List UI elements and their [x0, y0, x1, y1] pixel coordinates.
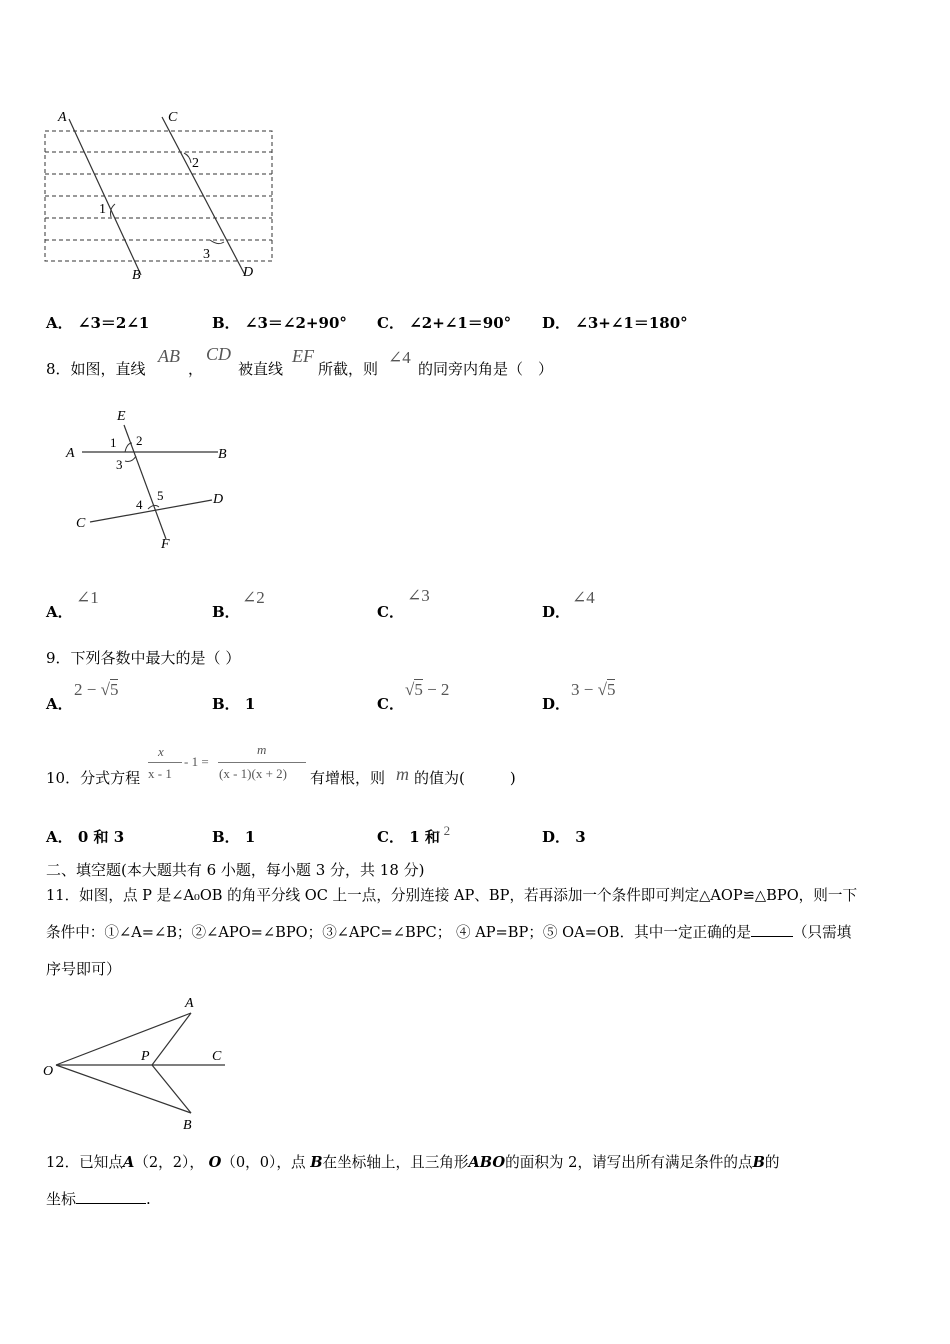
q8-label-e: E	[117, 409, 126, 424]
q10-option-a: A． 0 和 3	[46, 828, 125, 846]
q11-label-a: A	[185, 996, 194, 1011]
q10-option-b: B． 1	[212, 828, 256, 846]
q7-option-c: C． ∠2+∠1＝90°	[377, 314, 512, 332]
q8-label-angle-3: 3	[116, 457, 123, 472]
q7-label-c: C	[168, 110, 178, 125]
q9-option-b: B． 1	[212, 695, 256, 713]
q7-option-b: B． ∠3＝∠2+90°	[212, 314, 347, 332]
q8-cd: CD	[206, 344, 232, 364]
q8-option-a-text: ∠1	[76, 588, 99, 607]
q8-label-angle-1: 1	[110, 435, 117, 450]
q10-minus-one: - 1 =	[184, 754, 209, 769]
q11-answer-blank[interactable]	[751, 936, 793, 937]
q8-label-f: F	[161, 537, 170, 552]
q8-line-cd	[90, 500, 212, 522]
q8-label-c: C	[76, 516, 86, 531]
q8-option-a-key: A．	[46, 603, 73, 621]
q7-label-d: D	[243, 265, 254, 280]
q9-option-d-math: 3 − √5	[571, 680, 616, 699]
q8-figure	[60, 405, 240, 555]
q10-option-d: D． 3	[542, 828, 586, 846]
q7-line-ab	[69, 119, 141, 275]
q11-label-o: O	[43, 1064, 54, 1079]
q10-option-c-extra: - 2	[436, 823, 451, 838]
q10-frac2-bar	[218, 762, 306, 763]
q7-option-d: D． ∠3+∠1＝180°	[542, 314, 688, 332]
q7-dashed-box	[45, 131, 272, 261]
q10-text-2: 的值为( )	[414, 769, 516, 787]
q12-line-1: 12．已知点A（2，2）， O（0，0），点 B在坐标轴上，且三角形ABO的面积为 2，请写出所有满足条件的点B的	[46, 1154, 780, 1171]
q9-option-c-math: √5 − 2	[405, 680, 450, 699]
q10-frac2-num: m	[257, 742, 267, 757]
q7-label-angle-1: 1	[99, 202, 106, 217]
q7-label-angle-3: 3	[203, 247, 210, 262]
q8-label-d: D	[213, 492, 224, 507]
q9-option-d-key: D．	[542, 695, 571, 713]
q10-m: m	[396, 764, 409, 784]
q11-label-b: B	[183, 1118, 192, 1133]
q8-label-b: B	[218, 447, 227, 462]
q9-option-a-math: 2 − √5	[74, 680, 119, 699]
q11-line-3: 序号即可）	[46, 960, 122, 978]
q11-label-p: P	[141, 1049, 150, 1064]
q11-figure	[40, 990, 230, 1135]
q12-answer-blank[interactable]	[76, 1203, 146, 1204]
q10-frac2-den: (x - 1)(x + 2)	[219, 766, 287, 781]
q7-option-a: A． ∠3＝2∠1	[46, 314, 150, 332]
q8-option-c-text: ∠3	[407, 586, 430, 605]
q8-text-3: 所截，则	[318, 360, 379, 378]
q9-stem: 9．下列各数中最大的是（ ）	[46, 649, 241, 667]
q10-text-1: 有增根，则	[310, 769, 386, 787]
q8-ef: EF	[292, 346, 314, 366]
q8-arc-lower	[148, 505, 159, 509]
q11-line-1: 11．如图，点 P 是∠A₀OB 的角平分线 OC 上一点，分别连接 AP、BP，若再添加一个条件即可判定△AOP≌△BPO，则一下	[46, 887, 858, 904]
q8-option-b-text: ∠2	[242, 588, 265, 607]
q8-text-2: 被直线	[238, 360, 284, 378]
q8-label-angle-2: 2	[136, 433, 143, 448]
q8-label-angle-4: 4	[136, 497, 143, 512]
q9-option-a-key: A．	[46, 695, 73, 713]
q10-option-c: C． 1 和	[377, 828, 440, 846]
q8-line-ef	[124, 425, 166, 539]
q8-angle-4: ∠4	[388, 348, 411, 367]
q10-number: 10．分式方程	[46, 769, 141, 787]
q8-option-c-key: C．	[377, 603, 404, 621]
q8-option-b-key: B．	[212, 603, 240, 621]
q8-stem-number: 8．如图，直线	[46, 360, 146, 378]
q11-line-2: 条件中：①∠A=∠B；②∠APO=∠BPO；③∠APC=∠BPC； ④ AP=BP；⑤ OA=OB．其中一定正确的是 （只需填	[46, 924, 852, 941]
q7-arc-3	[210, 240, 224, 244]
q8-ab: AB	[158, 346, 180, 366]
q8-option-d-key: D．	[542, 603, 571, 621]
q7-label-b: B	[132, 268, 141, 283]
q7-figure	[40, 105, 280, 285]
q8-arc-bottom	[125, 456, 136, 461]
q7-label-angle-2: 2	[192, 156, 199, 171]
q10-frac1-bar	[148, 762, 182, 763]
q11-label-c: C	[212, 1049, 222, 1064]
q10-frac1-den: x - 1	[148, 766, 172, 781]
q7-label-a: A	[58, 110, 67, 125]
q9-option-c-key: C．	[377, 695, 404, 713]
section-2-title: 二、填空题(本大题共有 6 小题，每小题 3 分，共 18 分)	[46, 861, 425, 879]
q8-option-d-text: ∠4	[572, 588, 595, 607]
q10-frac1-num: x	[158, 744, 164, 759]
q8-label-a: A	[66, 446, 75, 461]
q12-line-2: 坐标 .	[46, 1190, 151, 1208]
q8-text-4: 的同旁内角是（ ）	[418, 360, 554, 378]
q8-label-angle-5: 5	[157, 488, 164, 503]
q8-comma: ，	[188, 360, 204, 378]
